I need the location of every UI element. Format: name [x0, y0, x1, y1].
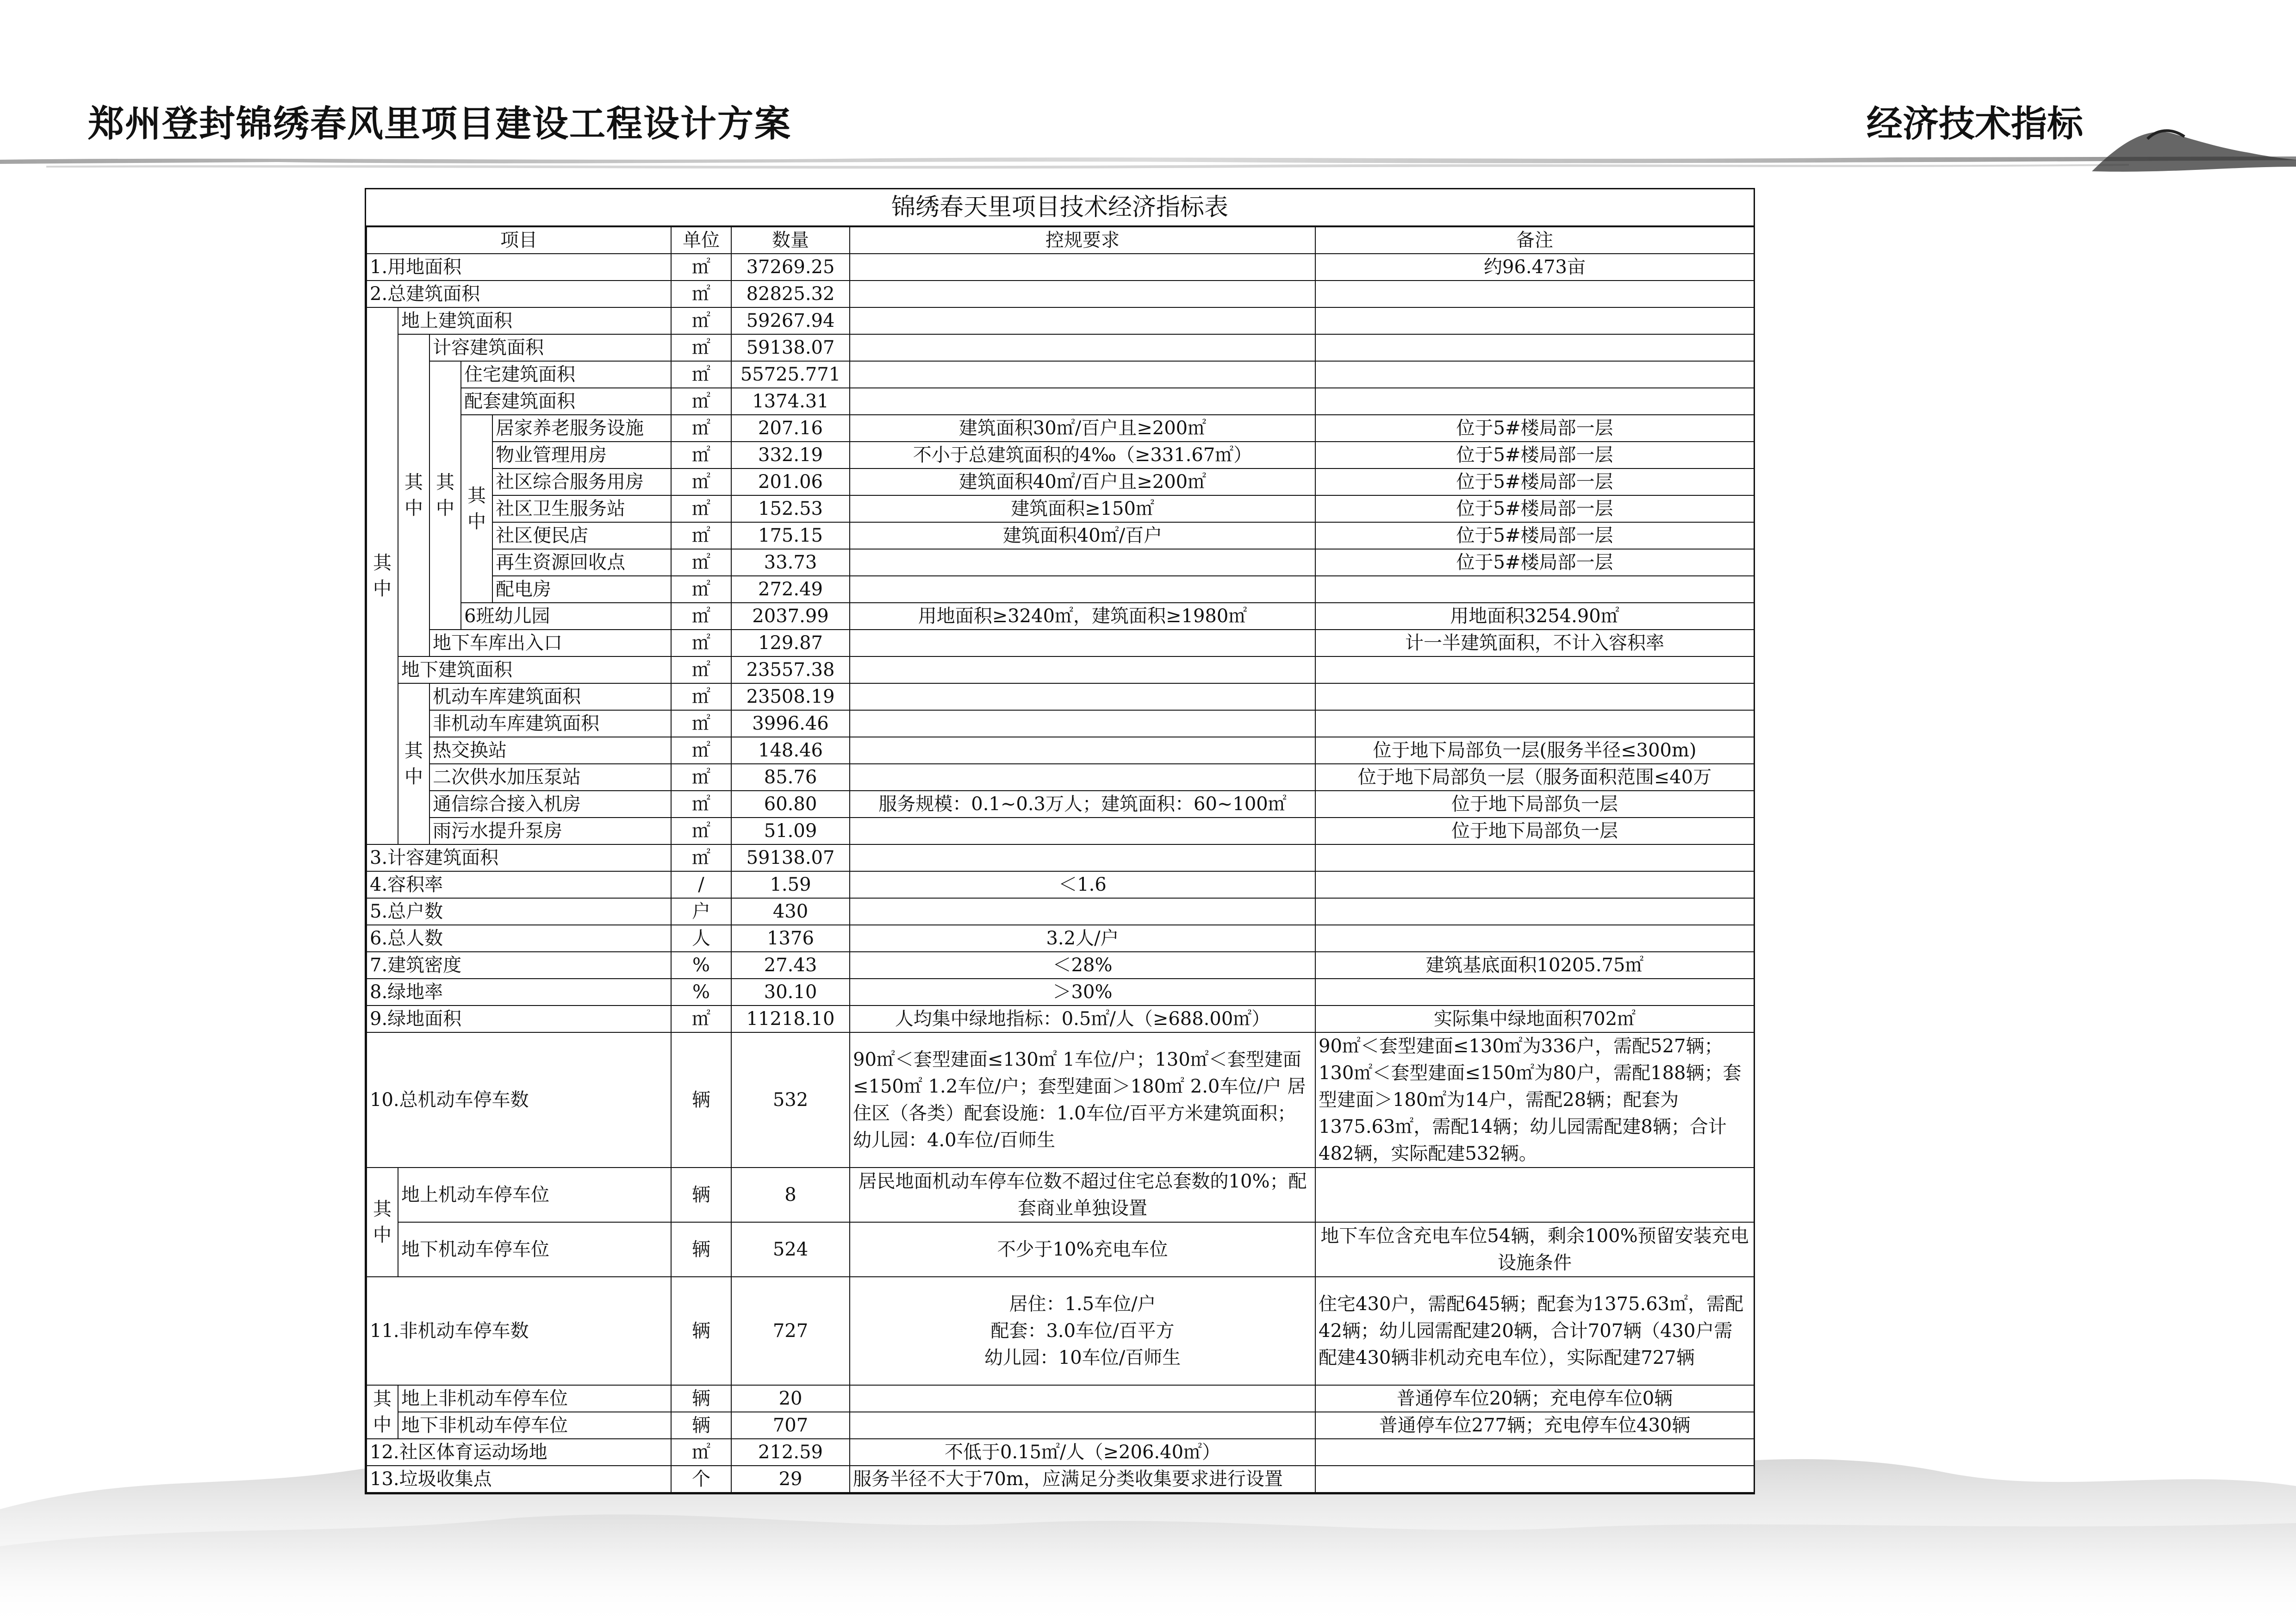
row-qty: 51.09: [731, 818, 850, 844]
row-requirement: [850, 576, 1315, 603]
col-header-requirement: 控规要求: [850, 227, 1315, 254]
table-row: [367, 844, 1754, 871]
row-requirement: [850, 388, 1315, 415]
requirement-line: 配套：3.0车位/百平方: [990, 1320, 1175, 1342]
row-requirement: 服务规模：0.1~0.3万人；建筑面积：60~100㎡: [850, 791, 1315, 818]
row-note: 地下车位含充电车位54辆，剩余100%预留安装充电设施条件: [1315, 1222, 1754, 1277]
row-note: [1315, 925, 1754, 952]
table-row: [367, 388, 1754, 415]
row-requirement: [850, 764, 1315, 791]
row-requirement: 服务半径不大于70m，应满足分类收集要求进行设置: [850, 1466, 1315, 1493]
row-item: 社区综合服务用房: [492, 468, 671, 495]
row-qty: 207.16: [731, 415, 850, 442]
row-qty: 20: [731, 1385, 850, 1412]
row-note: [1315, 334, 1754, 361]
row-unit: ㎡: [671, 1006, 731, 1032]
row-qty: 1374.31: [731, 388, 850, 415]
table-row: [367, 468, 1754, 495]
row-note: 位于5#楼局部一层: [1315, 442, 1754, 468]
row-unit: 辆: [671, 1277, 731, 1385]
table-row: [367, 442, 1754, 468]
row-note: [1315, 1168, 1754, 1222]
row-note: [1315, 683, 1754, 710]
row-unit: ㎡: [671, 495, 731, 522]
row-qty: 59138.07: [731, 844, 850, 871]
row-unit: ㎡: [671, 334, 731, 361]
row-qty: 129.87: [731, 630, 850, 656]
row-qty: 30.10: [731, 979, 850, 1006]
row-unit: ㎡: [671, 844, 731, 871]
row-note: 位于地下局部负一层(服务半径≤300m): [1315, 737, 1754, 764]
row-qty: 3996.46: [731, 710, 850, 737]
row-unit: ㎡: [671, 388, 731, 415]
row-note: [1315, 576, 1754, 603]
row-note: 位于5#楼局部一层: [1315, 549, 1754, 576]
row-qty: 60.80: [731, 791, 850, 818]
table-row: [367, 522, 1754, 549]
table-row: [367, 254, 1754, 281]
table-row: [367, 979, 1754, 1006]
table-row: [367, 1439, 1754, 1466]
table-row: [367, 656, 1754, 683]
row-unit: ㎡: [671, 468, 731, 495]
row-requirement: [850, 630, 1315, 656]
row-note: 位于5#楼局部一层: [1315, 415, 1754, 442]
row-qty: 59267.94: [731, 307, 850, 334]
row-qty: 85.76: [731, 764, 850, 791]
row-requirement: [850, 281, 1315, 307]
row-item: 地上机动车停车位: [398, 1168, 671, 1222]
row-note: [1315, 1466, 1754, 1493]
row-item: 地上建筑面积: [398, 307, 671, 334]
row-note: 普通停车位20辆；充电停车位0辆: [1315, 1385, 1754, 1412]
table-row: [367, 495, 1754, 522]
col-header-unit: 单位: [671, 227, 731, 254]
row-requirement: 用地面积≥3240㎡，建筑面积≥1980㎡: [850, 603, 1315, 630]
row-requirement: 不低于0.15㎡/人（≥206.40㎡）: [850, 1439, 1315, 1466]
row-requirement: [850, 898, 1315, 925]
row-unit: ㎡: [671, 281, 731, 307]
table-row: [367, 737, 1754, 764]
row-unit: 辆: [671, 1168, 731, 1222]
row-requirement: 建筑面积40㎡/百户且≥200㎡: [850, 468, 1315, 495]
row-note: 位于5#楼局部一层: [1315, 468, 1754, 495]
row-requirement: ＞30%: [850, 979, 1315, 1006]
row-unit: 辆: [671, 1032, 731, 1168]
row-item: 3.计容建筑面积: [367, 844, 671, 871]
row-item: 8.绿地率: [367, 979, 671, 1006]
row-requirement: 居民地面机动车停车位数不超过住宅总套数的10%；配套商业单独设置: [850, 1168, 1315, 1222]
table-row: [367, 1032, 1754, 1168]
row-qty: 201.06: [731, 468, 850, 495]
row-note: 住宅430户，需配645辆；配套为1375.63㎡，需配42辆；幼儿园需配建20辆，合计707辆（430户需配建430辆非机动充电车位），实际配建727辆: [1315, 1277, 1754, 1385]
row-requirement: [850, 656, 1315, 683]
row-requirement: 不少于10%充电车位: [850, 1222, 1315, 1277]
row-qty: 55725.771: [731, 361, 850, 388]
row-requirement: [850, 254, 1315, 281]
row-qty: 707: [731, 1412, 850, 1439]
row-qty: 11218.10: [731, 1006, 850, 1032]
row-unit: ㎡: [671, 254, 731, 281]
row-item: 6班幼儿园: [461, 603, 671, 630]
row-item: 计容建筑面积: [429, 334, 671, 361]
qizhong-label: 其中: [367, 307, 398, 844]
table-row: [367, 307, 1754, 334]
requirement-line: 幼儿园：10车位/百师生: [984, 1347, 1181, 1368]
row-item: 机动车库建筑面积: [429, 683, 671, 710]
row-qty: 532: [731, 1032, 850, 1168]
col-header-note: 备注: [1315, 227, 1754, 254]
row-item: 11.非机动车停车数: [367, 1277, 671, 1385]
table-row: [367, 898, 1754, 925]
row-requirement: [850, 334, 1315, 361]
row-unit: ㎡: [671, 442, 731, 468]
row-requirement: [850, 683, 1315, 710]
row-unit: ㎡: [671, 307, 731, 334]
row-requirement: [850, 818, 1315, 844]
table-row: [367, 281, 1754, 307]
table-row: [367, 603, 1754, 630]
row-note: [1315, 388, 1754, 415]
row-unit: ㎡: [671, 656, 731, 683]
row-item: 社区便民店: [492, 522, 671, 549]
section-title: 经济技术指标: [1866, 103, 2083, 145]
row-qty: 8: [731, 1168, 850, 1222]
row-unit: 户: [671, 898, 731, 925]
row-item: 7.建筑密度: [367, 952, 671, 979]
table-header-row: [367, 227, 1754, 254]
document-title: 郑州登封锦绣春风里项目建设工程设计方案: [88, 103, 792, 145]
table-row: [367, 1412, 1754, 1439]
row-requirement: 建筑面积≥150㎡: [850, 495, 1315, 522]
row-unit: %: [671, 952, 731, 979]
row-item: 13.垃圾收集点: [367, 1466, 671, 1493]
qizhong-label: 其中: [398, 334, 429, 656]
row-item: 1.用地面积: [367, 254, 671, 281]
row-note: [1315, 871, 1754, 898]
row-requirement: [850, 737, 1315, 764]
row-qty: 1376: [731, 925, 850, 952]
table-row: [367, 683, 1754, 710]
row-note: [1315, 307, 1754, 334]
row-note: [1315, 898, 1754, 925]
qizhong-label: 其中: [429, 361, 461, 630]
row-item: 非机动车库建筑面积: [429, 710, 671, 737]
row-note: [1315, 656, 1754, 683]
row-unit: ㎡: [671, 549, 731, 576]
table-row: [367, 630, 1754, 656]
row-unit: ㎡: [671, 818, 731, 844]
row-unit: 辆: [671, 1412, 731, 1439]
row-qty: 37269.25: [731, 254, 850, 281]
table-row: [367, 1168, 1754, 1222]
row-qty: 212.59: [731, 1439, 850, 1466]
row-item: 二次供水加压泵站: [429, 764, 671, 791]
table-row: [367, 1385, 1754, 1412]
row-unit: 人: [671, 925, 731, 952]
row-note: 位于地下局部负一层: [1315, 791, 1754, 818]
indicator-table-sheet: [365, 188, 1755, 1494]
col-header-item: 项目: [367, 227, 671, 254]
col-header-qty: 数量: [731, 227, 850, 254]
row-unit: ㎡: [671, 630, 731, 656]
row-requirement: [850, 844, 1315, 871]
row-note: 位于地下局部负一层: [1315, 818, 1754, 844]
table-row: [367, 764, 1754, 791]
row-requirement: [850, 1412, 1315, 1439]
row-item: 社区卫生服务站: [492, 495, 671, 522]
row-item: 5.总户数: [367, 898, 671, 925]
row-note: [1315, 710, 1754, 737]
row-note: 计一半建筑面积，不计入容积率: [1315, 630, 1754, 656]
row-item: 12.社区体育运动场地: [367, 1439, 671, 1466]
table-row: [367, 334, 1754, 361]
row-unit: ㎡: [671, 683, 731, 710]
row-qty: 59138.07: [731, 334, 850, 361]
row-item: 居家养老服务设施: [492, 415, 671, 442]
row-unit: ㎡: [671, 764, 731, 791]
row-qty: 29: [731, 1466, 850, 1493]
table-row: [367, 1277, 1754, 1385]
row-item: 配套建筑面积: [461, 388, 671, 415]
row-item: 住宅建筑面积: [461, 361, 671, 388]
row-requirement: [850, 1385, 1315, 1412]
row-unit: ㎡: [671, 710, 731, 737]
row-unit: 辆: [671, 1222, 731, 1277]
table-caption: 锦绣春天里项目技术经济指标表: [366, 189, 1754, 226]
row-requirement: ＜28%: [850, 952, 1315, 979]
table-row: [367, 415, 1754, 442]
row-unit: /: [671, 871, 731, 898]
row-unit: ㎡: [671, 737, 731, 764]
qizhong-label: 其中: [398, 683, 429, 844]
row-note: [1315, 281, 1754, 307]
row-qty: 23508.19: [731, 683, 850, 710]
table-row: [367, 710, 1754, 737]
row-qty: 332.19: [731, 442, 850, 468]
row-unit: ㎡: [671, 791, 731, 818]
row-note: [1315, 1439, 1754, 1466]
row-item: 地下机动车停车位: [398, 1222, 671, 1277]
row-item: 再生资源回收点: [492, 549, 671, 576]
row-qty: 27.43: [731, 952, 850, 979]
table-row: [367, 952, 1754, 979]
row-requirement: [850, 361, 1315, 388]
row-requirement: ＜1.6: [850, 871, 1315, 898]
qizhong-label: 其中: [367, 1168, 398, 1277]
row-item: 地下非机动车停车位: [398, 1412, 671, 1439]
requirement-line: 居住：1.5车位/户: [1009, 1293, 1156, 1315]
row-note: 用地面积3254.90㎡: [1315, 603, 1754, 630]
row-qty: 33.73: [731, 549, 850, 576]
row-item: 配电房: [492, 576, 671, 603]
qizhong-label: 其中: [367, 1385, 398, 1439]
row-item: 9.绿地面积: [367, 1006, 671, 1032]
table-row: [367, 791, 1754, 818]
row-note: 90㎡＜套型建面≤130㎡为336户，需配527辆；130㎡＜套型建面≤150㎡为80户，需配188辆；套型建面＞180㎡为14户，需配28辆；配套为1375.63㎡，需配14辆；幼儿园需配建8辆；合计482辆，实际配建532辆。: [1315, 1032, 1754, 1168]
row-unit: 辆: [671, 1385, 731, 1412]
row-requirement: 90㎡＜套型建面≤130㎡ 1车位/户；130㎡＜套型建面≤150㎡ 1.2车位/户；套型建面＞180㎡ 2.0车位/户 居住区（各类）配套设施：1.0车位/百平方米建筑面积；幼儿园：4.0车位/百师生: [850, 1032, 1315, 1168]
row-note: 位于地下局部负一层（服务面积范围≤40万: [1315, 764, 1754, 791]
row-item: 雨污水提升泵房: [429, 818, 671, 844]
row-item: 地下建筑面积: [398, 656, 671, 683]
row-item: 地上非机动车停车位: [398, 1385, 671, 1412]
row-item: 地下车库出入口: [429, 630, 671, 656]
table-row: [367, 361, 1754, 388]
table-row: [367, 549, 1754, 576]
row-requirement: 3.2人/户: [850, 925, 1315, 952]
row-unit: %: [671, 979, 731, 1006]
row-note: [1315, 844, 1754, 871]
row-qty: 23557.38: [731, 656, 850, 683]
table-row: [367, 1222, 1754, 1277]
row-note: 普通停车位277辆；充电停车位430辆: [1315, 1412, 1754, 1439]
row-unit: 个: [671, 1466, 731, 1493]
row-unit: ㎡: [671, 361, 731, 388]
row-note: 位于5#楼局部一层: [1315, 495, 1754, 522]
indicator-table: [366, 226, 1755, 1493]
row-qty: 175.15: [731, 522, 850, 549]
row-requirement: [850, 307, 1315, 334]
row-unit: ㎡: [671, 1439, 731, 1466]
table-row: [367, 576, 1754, 603]
row-requirement: [850, 710, 1315, 737]
row-qty: 148.46: [731, 737, 850, 764]
table-row: [367, 925, 1754, 952]
table-row: [367, 1466, 1754, 1493]
row-requirement: [850, 549, 1315, 576]
row-note: 建筑基底面积10205.75㎡: [1315, 952, 1754, 979]
row-qty: 152.53: [731, 495, 850, 522]
row-note: 位于5#楼局部一层: [1315, 522, 1754, 549]
table-row: [367, 1006, 1754, 1032]
table-row: [367, 818, 1754, 844]
row-requirement: 不小于总建筑面积的4‰（≥331.67㎡）: [850, 442, 1315, 468]
row-item: 通信综合接入机房: [429, 791, 671, 818]
row-qty: 727: [731, 1277, 850, 1385]
row-item: 热交换站: [429, 737, 671, 764]
row-unit: ㎡: [671, 603, 731, 630]
row-requirement: 人均集中绿地指标：0.5㎡/人（≥688.00㎡）: [850, 1006, 1315, 1032]
row-item: 物业管理用房: [492, 442, 671, 468]
row-unit: ㎡: [671, 576, 731, 603]
qizhong-label: 其中: [461, 415, 492, 603]
row-unit: ㎡: [671, 415, 731, 442]
row-requirement: 建筑面积40㎡/百户: [850, 522, 1315, 549]
row-requirement: 建筑面积30㎡/百户且≥200㎡: [850, 415, 1315, 442]
row-qty: 524: [731, 1222, 850, 1277]
row-qty: 272.49: [731, 576, 850, 603]
row-requirement: [850, 1277, 1315, 1385]
row-note: 实际集中绿地面积702㎡: [1315, 1006, 1754, 1032]
row-item: 2.总建筑面积: [367, 281, 671, 307]
row-qty: 1.59: [731, 871, 850, 898]
row-qty: 2037.99: [731, 603, 850, 630]
row-unit: ㎡: [671, 522, 731, 549]
row-item: 10.总机动车停车数: [367, 1032, 671, 1168]
row-item: 4.容积率: [367, 871, 671, 898]
table-row: [367, 871, 1754, 898]
row-qty: 430: [731, 898, 850, 925]
row-item: 6.总人数: [367, 925, 671, 952]
row-note: [1315, 979, 1754, 1006]
row-qty: 82825.32: [731, 281, 850, 307]
row-note: 约96.473亩: [1315, 254, 1754, 281]
row-note: [1315, 361, 1754, 388]
